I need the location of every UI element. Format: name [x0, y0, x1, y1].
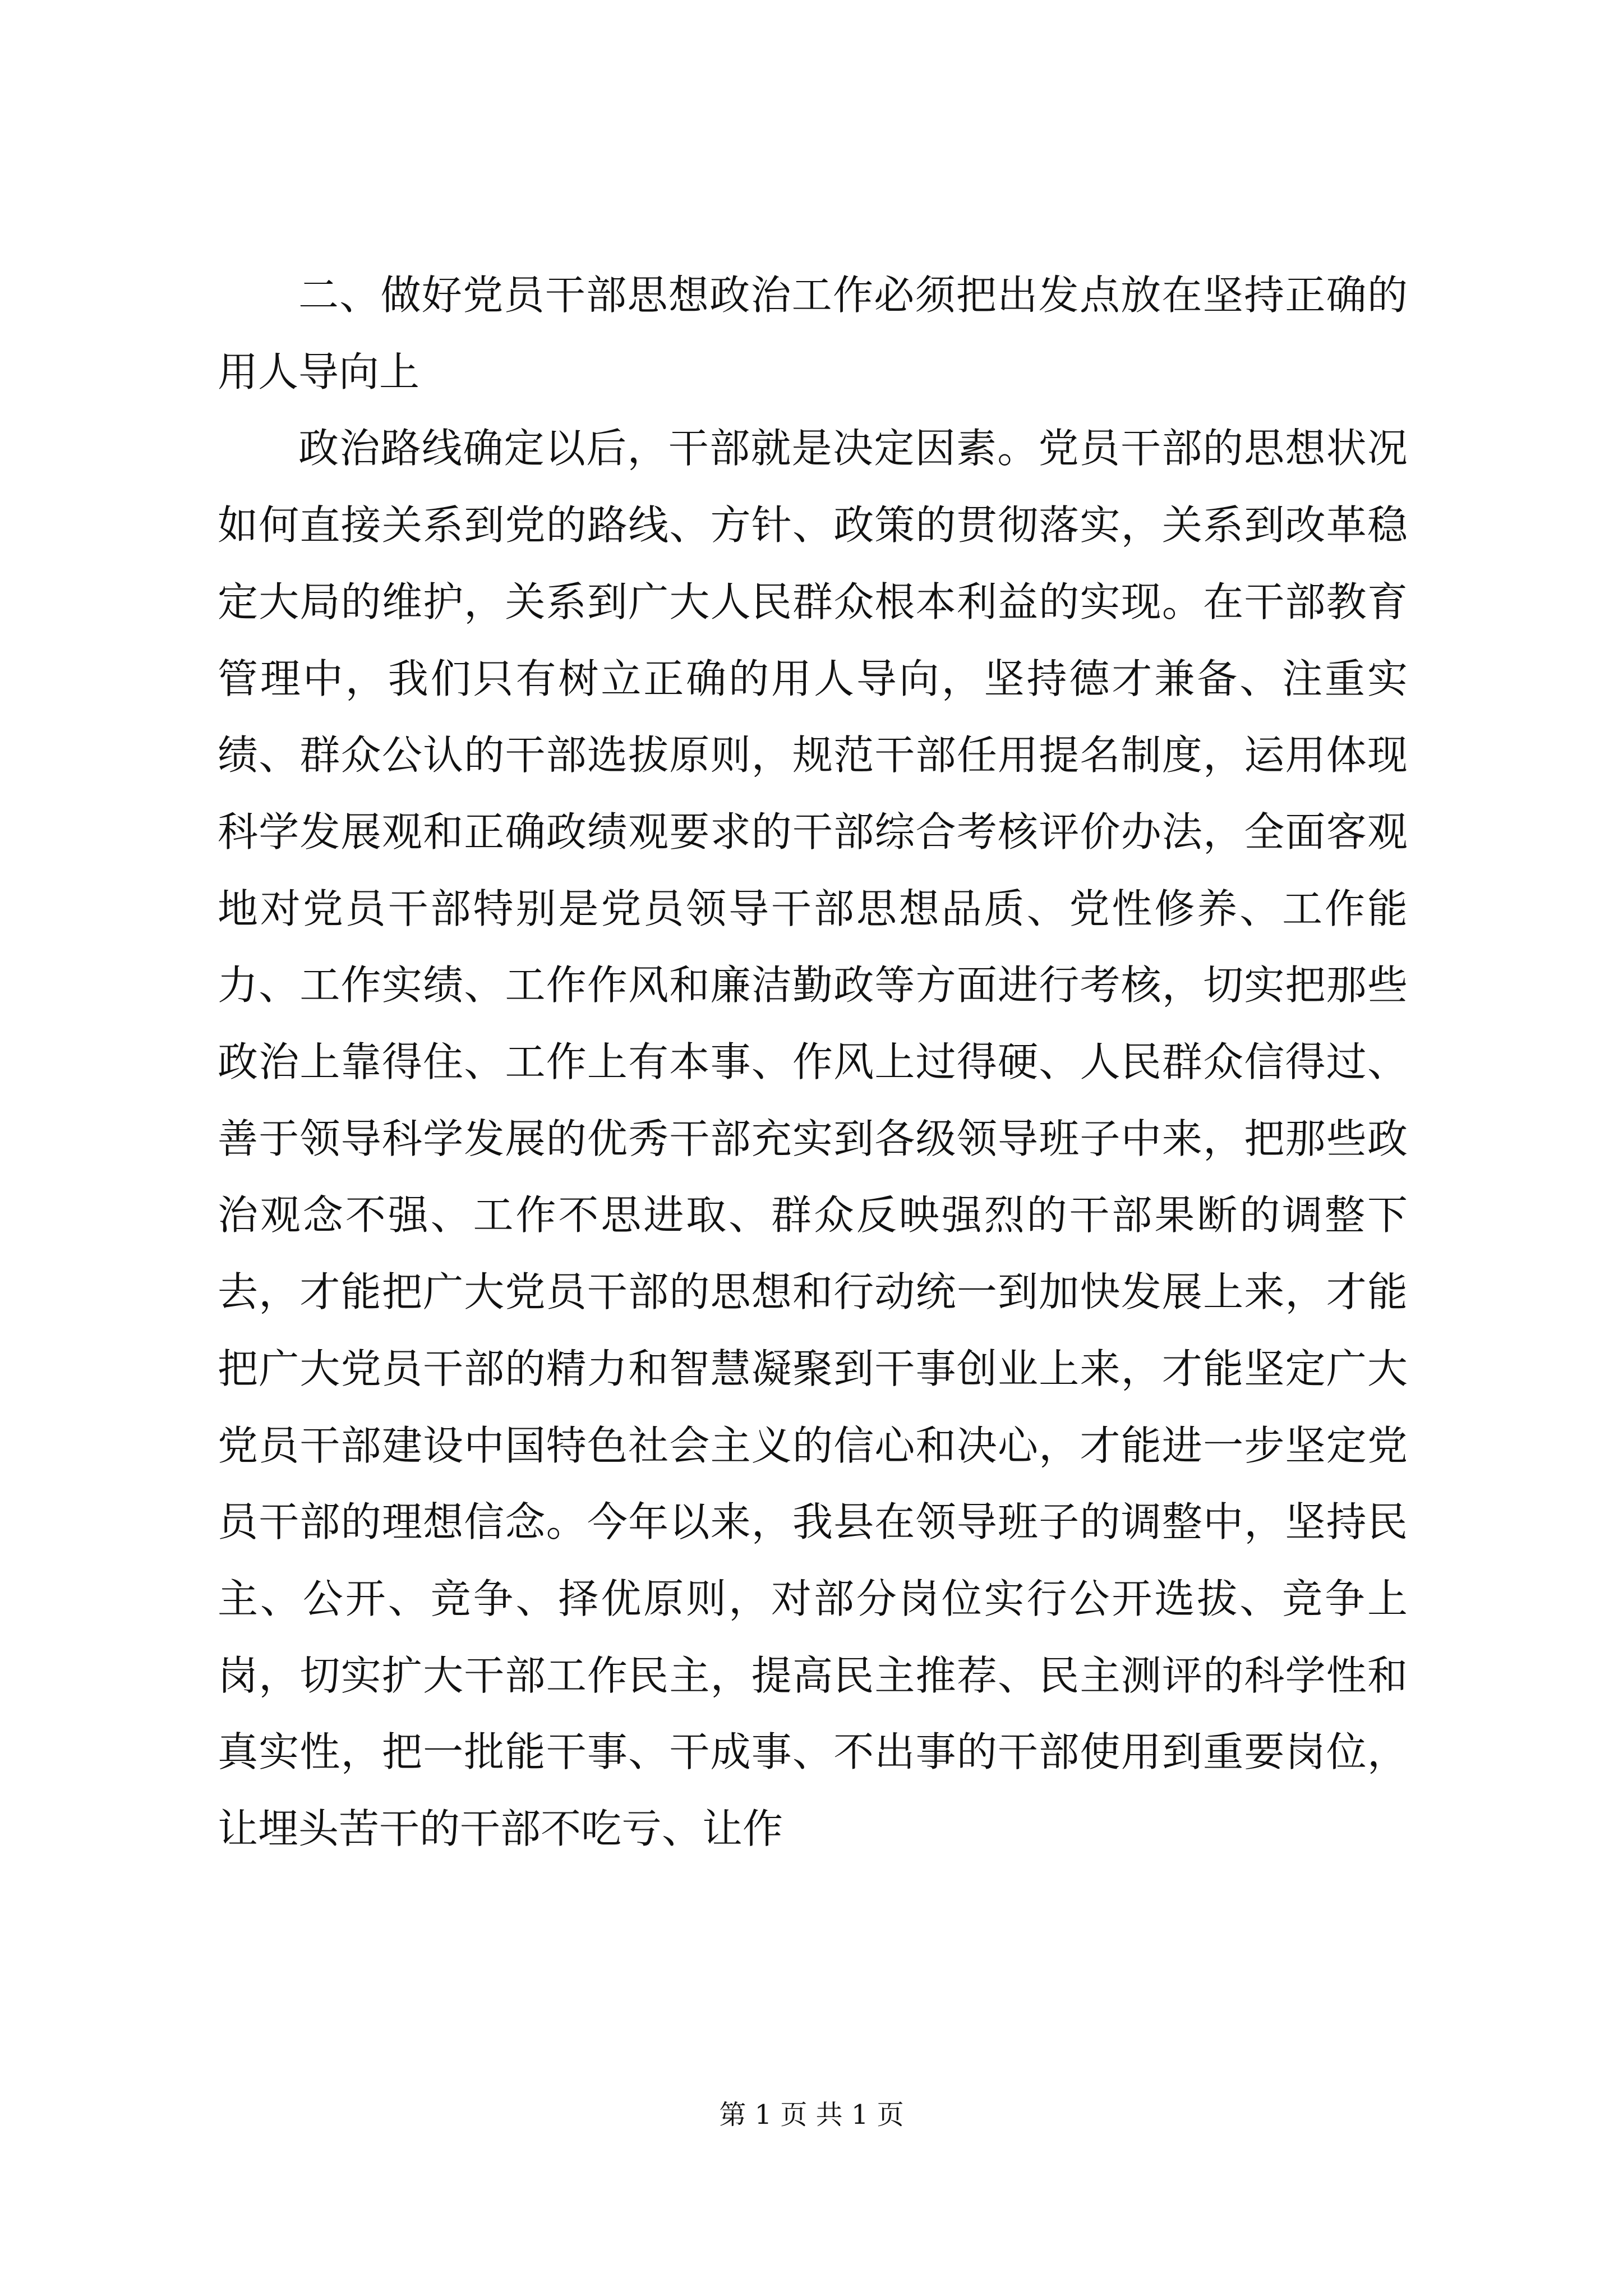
- section-heading: 二、做好党员干部思想政治工作必须把出发点放在坚持正确的用人导向上: [218, 272, 1408, 395]
- document-body: [218, 257, 1408, 1867]
- page-footer: 第 1 页 共 1 页: [719, 2099, 904, 2131]
- body-paragraph: 政治路线确定以后，干部就是决定因素。党员干部的思想状况如何直接关系到党的路线、方针、政策的贯彻落实，关系到改革稳定大局的维护，关系到广大人民群众根本利益的实现。在干部教育管理中，我们只有树立正确的用人导向，坚持德才兼备、注重实绩、群众公认的干部选拔原则，规范干部任用提名制度，运用体现科学发展观和正确政绩观要求的干部综合考核评价办法，全面客观地对党员干部特别是党员领导干部思想品质、党性修养、工作能力、工作实绩、工作作风和廉洁勤政等方面进行考核，切实把那些政治上靠得住、工作上有本事、作风上过得硬、人民群众信得过、善于领导科学发展的优秀干部充实到各级领导班子中来，把那些政治观念不强、工作不思进取、群众反映强烈的干部果断的调整下去，才能把广大党员干部的思想和行动统一到加快发展上来，才能把广大党员干部的精力和智慧凝聚到干事创业上来，才能坚定广大党员干部建设中国特色社会主义的信心和决心，才能进一步坚定党员干部的理想信念。今年以来，我县在领导班子的调整中，坚持民主、公开、竞争、择优原则，对部分岗位实行公开选拔、竞争上岗，切实扩大干部工作民主，提高民主推荐、民主测评的科学性和真实性，把一批能干事、干成事、不出事的干部使用到重要岗位，让埋头苦干的干部不吃亏、让作: [218, 425, 1408, 1853]
